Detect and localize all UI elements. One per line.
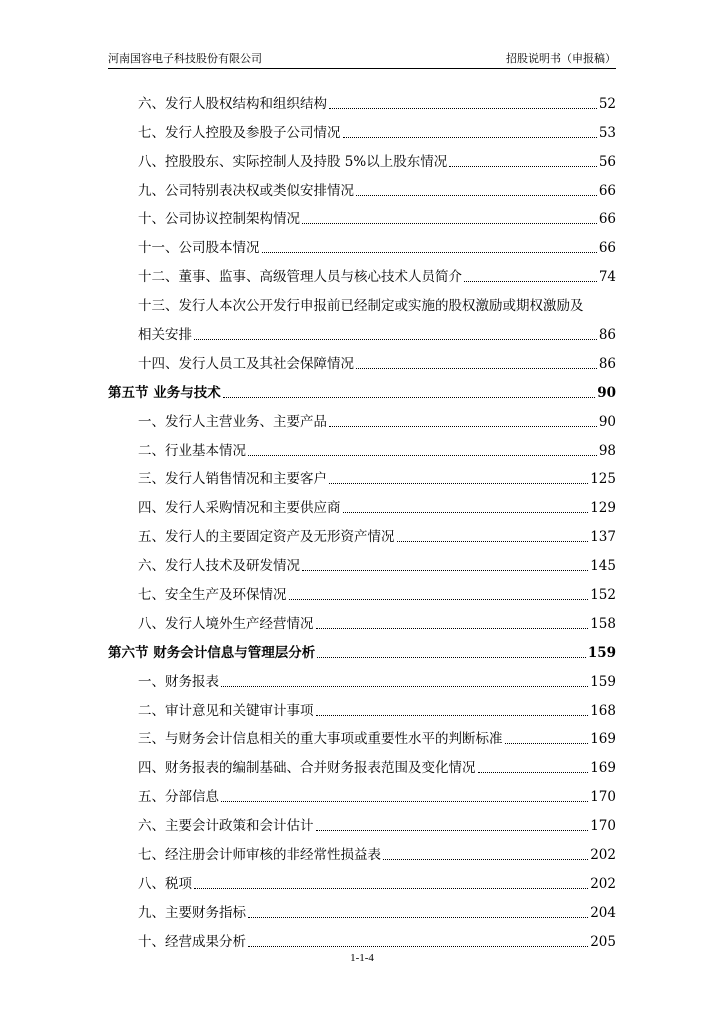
toc-leader-dots [248,917,588,918]
toc-leader-dots [356,195,597,196]
toc-section-heading[interactable] [108,635,616,664]
toc-entry-page: 158 [590,615,616,632]
toc-entry-title: 九、公司特别表决权或类似安排情况 [138,182,354,199]
toc-entry-title: 十一、公司股本情况 [138,240,260,257]
toc-entry-title: 相关安排 [138,327,192,344]
toc-entry-title: 十、公司协议控制架构情况 [138,211,300,228]
toc-entry-page: 169 [590,760,616,777]
toc-entry-title: 三、与财务会计信息相关的重大事项或重要性水平的判断标准 [138,731,503,748]
toc-entry[interactable] [108,462,616,491]
toc-leader-dots [449,166,597,167]
toc-entry-title: 八、控股股东、实际控制人及持股 5%以上股东情况 [138,153,448,170]
toc-entry-title: 二、行业基本情况 [138,442,246,459]
toc-entry[interactable] [108,837,616,866]
toc-leader-dots [194,888,588,889]
toc-entry[interactable] [108,86,616,115]
toc-entry-title: 二、审计意见和关键审计事项 [138,702,314,719]
toc-entry[interactable] [108,548,616,577]
toc-entry-page: 98 [598,442,616,459]
toc-entry[interactable] [108,519,616,548]
toc-entry-page: 202 [590,847,616,864]
toc-entry[interactable] [108,866,616,895]
toc-entry-page: 66 [598,211,616,228]
toc-entry-title: 七、经注册会计师审核的非经常性损益表 [138,847,381,864]
toc-leader-dots [343,512,589,513]
toc-section-heading[interactable] [108,375,616,404]
toc-entry-title: 十、经营成果分析 [138,933,246,950]
toc-entry[interactable] [108,144,616,173]
toc-entry[interactable] [108,664,616,693]
toc-entry-title: 四、发行人采购情况和主要供应商 [138,500,341,517]
toc-leader-dots [302,570,588,571]
toc-leader-dots [329,426,597,427]
toc-leader-dots [248,946,588,947]
toc-entry-page: 204 [590,904,616,921]
toc-entry[interactable] [108,173,616,202]
toc-entry-page: 52 [598,95,616,112]
toc-entry[interactable] [108,490,616,519]
toc-entry-title: 八、发行人境外生产经营情况 [138,615,314,632]
toc-leader-dots [223,397,596,398]
toc-entry[interactable] [108,606,616,635]
toc-leader-dots [478,772,589,773]
toc-entry-title: 六、主要会计政策和会计估计 [138,818,314,835]
toc-entry-title: 五、分部信息 [138,789,219,806]
toc-entry-page: 170 [590,789,616,806]
toc-entry-title: 五、发行人的主要固定资产及无形资产情况 [138,529,395,546]
toc-entry-title: 四、财务报表的编制基础、合并财务报表范围及变化情况 [138,760,476,777]
toc-entry-page: 74 [598,269,616,286]
toc-entry-page: 86 [598,327,616,344]
toc-entry[interactable] [108,202,616,231]
toc-leader-dots [397,541,589,542]
toc-leader-dots [329,483,588,484]
toc-entry[interactable] [108,259,616,288]
toc-entry-page: 129 [590,500,616,517]
toc-entry[interactable] [108,924,616,953]
toc-leader-dots [194,339,597,340]
toc-entry-page: 125 [590,471,616,488]
toc-entry[interactable] [108,779,616,808]
toc-entry-page: 145 [590,558,616,575]
toc-entry-title: 十三、发行人本次公开发行申报前已经制定或实施的股权激励或期权激励及 [138,298,584,315]
toc-entry-title: 九、主要财务指标 [138,904,246,921]
toc-leader-dots [289,599,589,600]
toc-entry-continuation[interactable] [108,317,616,346]
toc-leader-dots [316,830,589,831]
toc-entry-page: 66 [598,240,616,257]
toc-entry[interactable] [108,693,616,722]
toc-entry[interactable] [108,895,616,924]
toc-entry-page: 66 [598,182,616,199]
page-number-footer: 1-1-4 [350,952,374,964]
toc-section-title: 第六节 财务会计信息与管理层分析 [108,644,316,661]
toc-entry-page: 169 [590,731,616,748]
toc-leader-dots [248,455,597,456]
toc-entry-title: 七、安全生产及环保情况 [138,587,287,604]
toc-section-title: 第五节 业务与技术 [108,384,221,401]
toc-entry[interactable] [108,722,616,751]
header-document-type: 招股说明书（申报稿） [506,52,616,65]
header-divider [108,68,616,69]
toc-entry-title: 十四、发行人员工及其社会保障情况 [138,355,354,372]
toc-entry[interactable] [108,346,616,375]
toc-entry-title: 十二、董事、监事、高级管理人员与核心技术人员简介 [138,269,462,286]
toc-leader-dots [316,628,589,629]
toc-leader-dots [262,252,597,253]
toc-leader-dots [505,743,589,744]
page-header [108,50,616,68]
toc-entry-title: 七、发行人控股及参股子公司情况 [138,124,341,141]
toc-entry-page: 90 [598,413,616,430]
toc-entry-page: 137 [590,529,616,546]
toc-entry[interactable] [108,433,616,462]
toc-leader-dots [316,715,589,716]
toc-entry[interactable] [108,230,616,259]
toc-leader-dots [221,686,588,687]
toc-entry[interactable] [108,577,616,606]
toc-leader-dots [302,223,597,224]
toc-entry-title: 六、发行人股权结构和组织结构 [138,95,327,112]
toc-entry-page: 152 [590,587,616,604]
toc-entry-page: 90 [597,384,616,401]
toc-leader-dots [356,368,597,369]
table-of-contents [108,86,616,953]
toc-entry[interactable] [108,404,616,433]
header-company-name: 河南国容电子科技股份有限公司 [108,52,262,65]
toc-leader-dots [383,859,588,860]
toc-entry-page: 202 [590,875,616,892]
toc-leader-dots [343,137,597,138]
toc-entry[interactable] [108,808,616,837]
toc-entry-page: 56 [598,153,616,170]
toc-entry-title: 一、财务报表 [138,673,219,690]
toc-leader-dots [329,108,597,109]
toc-entry[interactable] [108,750,616,779]
toc-leader-dots [221,801,588,802]
toc-entry-page: 170 [590,818,616,835]
toc-leader-dots [464,281,597,282]
toc-entry-page: 86 [598,355,616,372]
toc-entry-title: 八、税项 [138,875,192,892]
toc-entry-page: 53 [598,124,616,141]
toc-entry-page: 205 [590,933,616,950]
toc-leader-dots [317,657,586,658]
toc-entry-title: 一、发行人主营业务、主要产品 [138,413,327,430]
toc-entry-page: 159 [587,644,616,661]
toc-entry-page: 159 [590,673,616,690]
toc-entry[interactable] [108,115,616,144]
toc-entry-first-line[interactable] [108,288,616,317]
toc-entry-title: 六、发行人技术及研发情况 [138,558,300,575]
toc-entry-title: 三、发行人销售情况和主要客户 [138,471,327,488]
toc-entry-page: 168 [590,702,616,719]
